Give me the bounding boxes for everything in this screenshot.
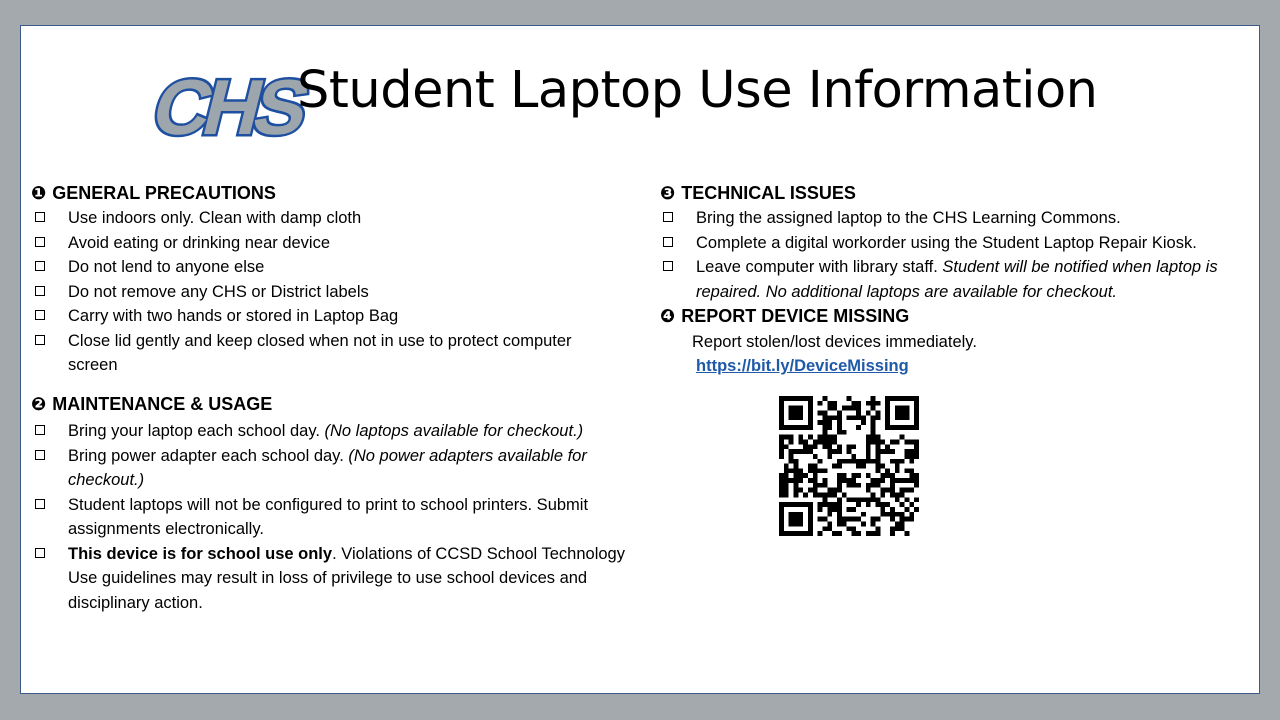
list-item: Complete a digital workorder using the Student Laptop Repair Kiosk. (661, 231, 1251, 256)
checkbox[interactable] (35, 310, 45, 320)
list-item: Carry with two hands or stored in Laptop Bag (33, 304, 633, 329)
checkbox[interactable] (35, 335, 45, 345)
maintenance-list (33, 419, 633, 615)
checkbox[interactable] (35, 425, 45, 435)
checkbox[interactable] (35, 212, 45, 222)
list-item: Bring power adapter each school day. (No power adapters available for checkout.) (33, 444, 633, 493)
list-item: This device is for school use only. Violations of CCSD School Technology Use guidelines may result in loss of privilege to use school devices and disciplinary action. (33, 542, 633, 616)
list-item: Use indoors only. Clean with damp cloth (33, 206, 633, 231)
section-number: ❸ (660, 183, 676, 204)
qr-code[interactable] (779, 396, 919, 536)
page-title: Student Laptop Use Information (297, 61, 1098, 120)
technical-issues-list (661, 206, 1251, 304)
list-item: Leave computer with library staff. Student will be notified when laptop is repaired. No additional laptops are available for checkout. (661, 255, 1251, 304)
checkbox[interactable] (35, 499, 45, 509)
report-text: Report stolen/lost devices immediately. (692, 333, 977, 351)
list-item: Do not lend to anyone else (33, 255, 633, 280)
checkbox[interactable] (35, 237, 45, 247)
device-missing-link[interactable]: https://bit.ly/DeviceMissing (696, 357, 909, 375)
chs-logo (141, 44, 313, 162)
section-technical-heading: ❸ TECHNICAL ISSUES (660, 183, 856, 204)
slide (20, 25, 1260, 694)
section-general-heading: ❶ GENERAL PRECAUTIONS (31, 183, 276, 204)
section-number: ❶ (31, 183, 47, 204)
list-item: Student laptops will not be configured to print to school printers. Submit assignments electronically. (33, 493, 633, 542)
checkbox[interactable] (35, 261, 45, 271)
section-maintenance-heading: ❷ MAINTENANCE & USAGE (31, 394, 273, 415)
list-item: Bring your laptop each school day. (No laptops available for checkout.) (33, 419, 633, 444)
list-item: Bring the assigned laptop to the CHS Learning Commons. (661, 206, 1251, 231)
checkbox[interactable] (35, 286, 45, 296)
checkbox[interactable] (663, 237, 673, 247)
list-item: Close lid gently and keep closed when not in use to protect computer screen (33, 329, 633, 378)
general-precautions-list (33, 206, 633, 378)
section-number: ❹ (660, 306, 676, 327)
section-missing-heading: ❹ REPORT DEVICE MISSING (660, 306, 910, 327)
section-number: ❷ (31, 394, 47, 415)
checkbox[interactable] (35, 450, 45, 460)
list-item: Avoid eating or drinking near device (33, 231, 633, 256)
checkbox[interactable] (663, 212, 673, 222)
checkbox[interactable] (35, 548, 45, 558)
list-item: Do not remove any CHS or District labels (33, 280, 633, 305)
logo-text: CHS (144, 63, 313, 151)
checkbox[interactable] (663, 261, 673, 271)
